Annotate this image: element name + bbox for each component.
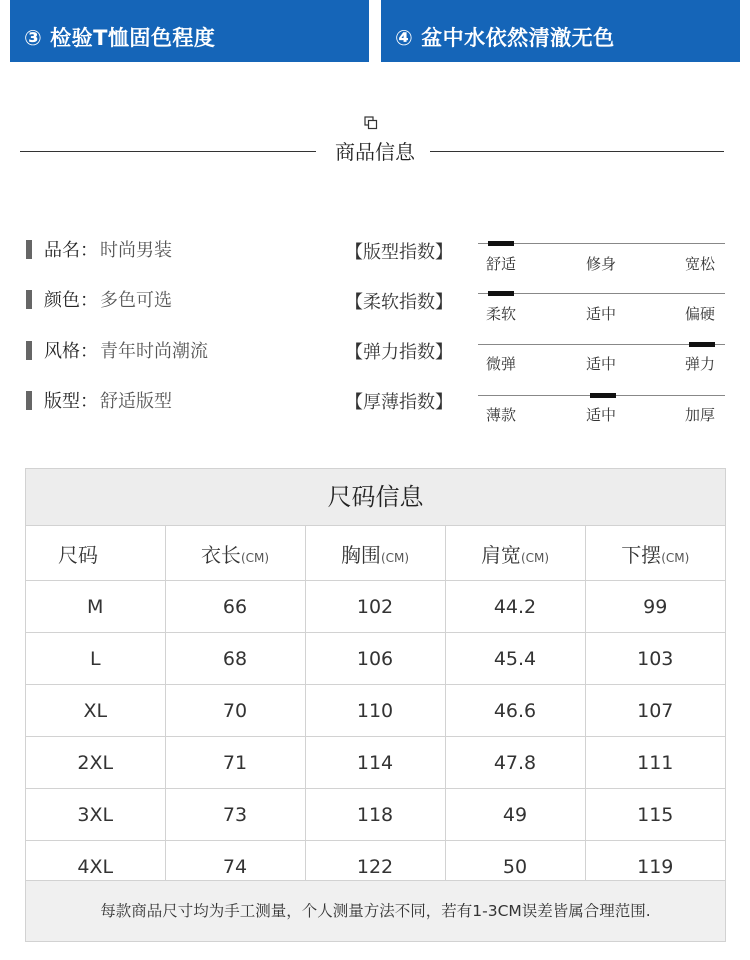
attribute-key: 颜色：: [44, 290, 98, 311]
scale-option: 加厚: [685, 406, 716, 424]
length-cell: 74: [165, 841, 305, 893]
size-cell: 2XL: [26, 737, 165, 789]
scale-option: 柔软: [486, 305, 517, 323]
scale-option: 舒适: [486, 255, 517, 273]
header-label: 衣长: [200, 542, 241, 567]
length-cell: 66: [165, 581, 305, 633]
length-cell: 73: [165, 789, 305, 841]
banner-text: ③ 检验T恤固色程度: [24, 26, 216, 50]
section-title: 商品信息: [335, 140, 415, 164]
shoulder-cell: 50: [445, 841, 585, 893]
header-unit: (CM): [240, 550, 270, 565]
table-row: [26, 737, 725, 789]
scale-option: 适中: [586, 305, 617, 323]
scale-option: 适中: [586, 406, 617, 424]
scale-marker: [590, 393, 616, 398]
attribute-value: 时尚男装: [100, 240, 172, 261]
length-cell: 68: [165, 633, 305, 685]
bullet-bar: [26, 290, 32, 309]
header-label: 下摆: [621, 542, 662, 567]
attribute-fit: [26, 385, 172, 415]
attribute-value: 多色可选: [100, 290, 172, 311]
chest-cell: 122: [305, 841, 445, 893]
column-header: [26, 526, 165, 581]
bullet-bar: [26, 341, 32, 360]
copy-icon: [364, 116, 378, 130]
shoulder-cell: 45.4: [445, 633, 585, 685]
chest-cell: 106: [305, 633, 445, 685]
table-row: [26, 789, 725, 841]
shoulder-cell: 47.8: [445, 737, 585, 789]
chest-cell: 118: [305, 789, 445, 841]
index-label-elasticity: 【弹力指数】: [345, 342, 453, 363]
size-cell: XL: [26, 685, 165, 737]
scale-marker: [689, 342, 715, 347]
shoulder-cell: 44.2: [445, 581, 585, 633]
banner-fixing-test: [10, 0, 369, 62]
hem-cell: 119: [585, 841, 725, 893]
scale-option: 弹力: [685, 355, 716, 373]
header-unit: (CM): [520, 550, 550, 565]
length-cell: 71: [165, 737, 305, 789]
attribute-key: 品名：: [44, 240, 98, 261]
attribute-color: [26, 284, 172, 314]
hem-cell: 103: [585, 633, 725, 685]
scale-line: [478, 243, 725, 244]
size-table-title: 尺码信息: [26, 469, 725, 526]
scale-option: 宽松: [685, 255, 716, 273]
divider-left: [20, 151, 316, 152]
attribute-value: 舒适版型: [100, 391, 172, 412]
attribute-name: [26, 234, 172, 264]
attribute-key: 版型：: [44, 391, 98, 412]
column-header: [165, 526, 305, 581]
index-label-fit: 【版型指数】: [345, 242, 453, 263]
banner-text: ④ 盆中水依然清澈无色: [395, 26, 615, 50]
chest-cell: 110: [305, 685, 445, 737]
size-info-panel: [25, 468, 726, 942]
column-header: [585, 526, 725, 581]
index-label-softness: 【柔软指数】: [345, 292, 453, 313]
size-cell: 3XL: [26, 789, 165, 841]
scale-line: [478, 293, 725, 294]
size-cell: L: [26, 633, 165, 685]
header-unit: (CM): [380, 550, 410, 565]
scale-marker: [488, 241, 514, 246]
header-label: 肩宽: [480, 542, 521, 567]
chest-cell: 102: [305, 581, 445, 633]
hem-cell: 107: [585, 685, 725, 737]
hem-cell: 99: [585, 581, 725, 633]
length-cell: 70: [165, 685, 305, 737]
table-header-row: [26, 526, 725, 581]
chest-cell: 114: [305, 737, 445, 789]
scale-marker: [488, 291, 514, 296]
divider-right: [430, 151, 724, 152]
scale-line: [478, 344, 725, 345]
size-cell: M: [26, 581, 165, 633]
scale-option: 适中: [586, 355, 617, 373]
scale-option: 微弹: [486, 355, 517, 373]
index-label-thickness: 【厚薄指数】: [345, 392, 453, 413]
table-row: [26, 633, 725, 685]
shoulder-cell: 46.6: [445, 685, 585, 737]
column-header: [305, 526, 445, 581]
banner-water-clear: [381, 0, 740, 62]
table-row: [26, 685, 725, 737]
scale-option: 修身: [586, 255, 617, 273]
measurement-note: 每款商品尺寸均为手工测量，个人测量方法不同，若有1-3CM误差皆属合理范围.: [26, 880, 725, 941]
header-label: 胸围: [340, 542, 381, 567]
hem-cell: 111: [585, 737, 725, 789]
scale-option: 薄款: [486, 406, 517, 424]
attribute-value: 青年时尚潮流: [100, 341, 208, 362]
bullet-bar: [26, 240, 32, 259]
header-unit: (CM): [661, 550, 690, 565]
shoulder-cell: 49: [445, 789, 585, 841]
header-label: 尺码: [58, 542, 98, 567]
column-header: [445, 526, 585, 581]
size-cell: 4XL: [26, 841, 165, 893]
hem-cell: 115: [585, 789, 725, 841]
attribute-style: [26, 335, 208, 365]
attribute-key: 风格：: [44, 341, 98, 362]
bullet-bar: [26, 391, 32, 410]
table-row: [26, 581, 725, 633]
scale-option: 偏硬: [685, 305, 716, 323]
size-table: [26, 525, 725, 893]
